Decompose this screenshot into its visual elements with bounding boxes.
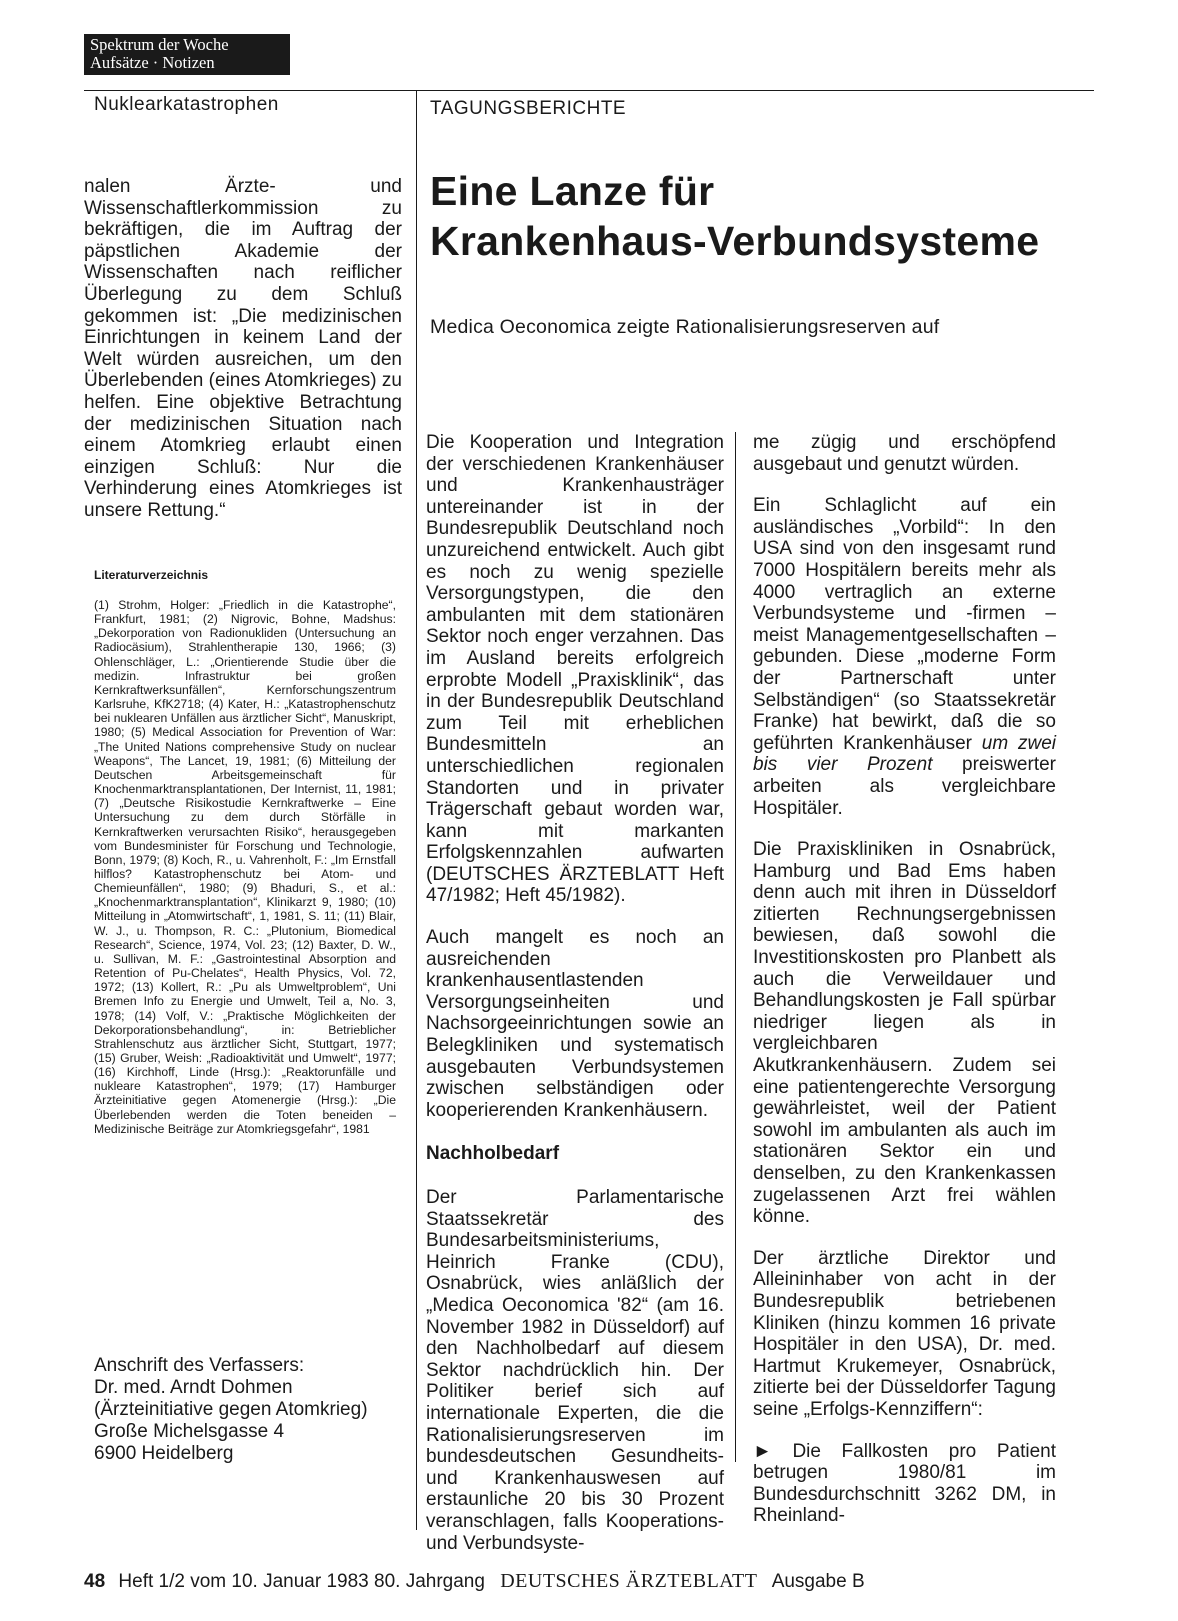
right-paragraph-1: me zügig und erschöpfend ausgebaut und genutzt würden. (753, 432, 1056, 475)
literature-list: (1) Strohm, Holger: „Friedlich in die Katastrophe“, Frankfurt, 1981; (2) Nigrovic, Bohne, Madshus: „Dekorporation von Radionukliden (Untersuchung an Radiocäsium), Strahlentherapie 130, 1966; (3) Ohlenschläger, L.: „Orientierende Studie über die medizin. Infrastruktur bei großen Kernkraftwerksunfällen“, Kernforschungszentrum Karlsruhe, KfK2718; (4) Kater, H.: „Katastrophenschutz bei nuklearen Unfällen aus ärztlicher Sicht“, Manuskript, 1980; (5) Medical Association for Prevention of War: „The United Nations comprehensive Study on nuclear Weapons“, The Lancet, 19, 1981; (6) Mitteilung der Deutschen Arbeitsgemeinschaft für Knochenmarktransplantationen, Der Internist, 11, 1981; (7) „Deutsche Risikostudie Kernkraftwerke – Eine Untersuchung zu dem durch Störfälle in Kernkraftwerken verursachten Risiko“, herausgegeben vom Bundesminister für Forschung und Technologie, Bonn, 1979; (8) Koch, R., u. Vahrenholt, F.: „Im Ernstfall hilflos? Katastrophenschutz bei Atom- und Chemieunfällen“, 1980; (9) Bhaduri, S., et al.: „Knochenmarktransplantation“, Klinikarzt 9, 1980; (10) Mitteilung in „Atomwirtschaft“, 1, 1981, S. 11; (11) Blair, W. J., u. Thompson, R. C.: „Plutonium, Biomedical Research“, Science, 1974, Vol. 23; (12) Baxter, D. W., u. Sullivan, M. F.: „Gastrointestinal Absorption and Retention of Pu-Chelates“, Health Physics, Vol. 72, 1972; (13) Kollert, R.: „Pu als Umweltproblem“, Uni Bremen Info zu Energie und Umwelt, Teil a, No. 3, 1978; (14) Volf, V.: „Praktische Möglichkeiten der Dekorporationsbehandlung“, in: Betrieblicher Strahlenschutz aus ärztlicher Sicht, Stuttgart, 1977; (15) Gruber, Weish: „Radioaktivität und Umwelt“, 1977; (16) Kirchhoff, Linde (Hrsg.): „Reaktorunfälle und nukleare Katastrophen“, 1979; (17) Hamburger Ärzteinitiative gegen Atomenergie (Hrsg.): „Die Überlebenden werden die Toten beneiden – Medizinische Beiträge zur Atomkriegsgefahr“, 1981 (94, 598, 396, 1136)
column-divider (416, 90, 417, 1530)
right-paragraph-4: Der ärztliche Direktor und Alleininhaber von acht in der Bundesrepublik betriebenen Kliniken (hinzu kommen 16 private Hospitäler in den USA), Dr. med. Hartmut Krukemeyer, Osnabrück, zitierte bei der Düsseldorfer Tagung seine „Erfolgs-Kennziffern“: (753, 1247, 1056, 1420)
address-line-2: Dr. med. Arndt Dohmen (94, 1377, 293, 1398)
header-line-1: Spektrum der Woche (90, 35, 229, 54)
middle-column-text (426, 432, 724, 1574)
title-line-2: Krankenhaus-Verbundsysteme (430, 218, 1040, 264)
article-title (430, 166, 1090, 266)
right-paragraph-3: Die Praxiskliniken in Osnabrück, Hamburg und Bad Ems haben denn auch mit ihren in Düsseldorf zitierten Rechnungsergebnissen bewiesen, daß sowohl die Investitionskosten pro Planbett als auch die Verweildauer und Behandlungskosten je Fall spürbar niedriger liegen als in vergleichbaren Akutkrankenhäusern. Zudem sei eine patientengerechte Versorgung gewährleistet, weil der Patient sowohl im ambulanten als auch im stationären Sektor ein und denselben, zu den Krankenkassen zugelassenen Arzt frei wählen könne. (753, 839, 1056, 1228)
issue-info: Heft 1/2 vom 10. Januar 1983 80. Jahrgang (118, 1571, 485, 1592)
address-line-5: 6900 Heidelberg (94, 1443, 234, 1464)
right-column-text (753, 432, 1056, 1547)
article-subtitle: Medica Oeconomica zeigte Rationalisierungsreserven auf (430, 316, 940, 338)
middle-paragraph-1: Die Kooperation und Integration der verschiedenen Krankenhäuser und Krankenhausträger untereinander ist in der Bundesrepublik Deutschland noch unzureichend entwickelt. Auch gibt es noch zu wenig spezielle Versorgungstypen, die den ambulanten mit dem stationären Sektor noch enger verzahnen. Das im Ausland bereits erfolgreich erprobte Modell „Praxisklinik“, das in der Bundesrepublik Deutschland zum Teil mit erheblichen Bundesmitteln an unterschiedlichen regionalen Standorten und in privater Trägerschaft gebaut worden war, kann mit markanten Erfolgskennzahlen aufwarten (DEUTSCHES ÄRZTEBLATT Heft 47/1982; Heft 45/1982). (426, 432, 724, 907)
bullet-arrow-icon: ► (753, 1440, 772, 1462)
address-line-3: (Ärzteinitiative gegen Atomkrieg) (94, 1399, 368, 1420)
header-rule (84, 90, 1094, 91)
inner-column-divider (735, 432, 736, 1462)
title-line-1: Eine Lanze für (430, 168, 715, 214)
address-line-4: Große Michelsgasse 4 (94, 1421, 285, 1442)
left-section-label: Nuklearkatastrophen (94, 94, 279, 115)
right-paragraph-2 (753, 495, 1056, 819)
page-number: 48 (84, 1571, 106, 1592)
right-section-label: TAGUNGSBERICHTE (430, 98, 627, 119)
right-paragraph-2a: Ein Schlaglicht auf ein ausländisches „Vorbild“: In den USA sind von den insgesamt rund 7000 Hospitälern bereits mehr als 4000 vertraglich an externe Verbundsysteme und -firmen – meist Managementgesellschaften – gebunden. Diese „moderne Form der Partnerschaft unter Selbständigen“ (so Staatssekretär Franke) hat bewirkt, daß die so geführten Krankenhäuser (753, 495, 1056, 754)
address-line-1: Anschrift des Verfassers: (94, 1355, 305, 1376)
left-column-text (84, 176, 402, 542)
author-address (94, 1355, 368, 1465)
bullet-text: Die Fallkosten pro Patient betrugen 1980/81 im Bundesdurchschnitt 3262 DM, in Rheinland- (753, 1440, 1056, 1527)
section-header-box (84, 34, 290, 75)
right-paragraph-2b: preiswerter arbeiten als vergleichbare Hospitäler. (753, 754, 1056, 819)
subheading-nachholbedarf: Nachholbedarf (426, 1143, 560, 1165)
edition-label: Ausgabe B (771, 1571, 865, 1592)
page-footer (84, 1570, 865, 1593)
literature-heading: Literaturverzeichnis (94, 568, 209, 582)
header-line-2: Aufsätze · Notizen (90, 53, 215, 72)
middle-paragraph-2: Auch mangelt es noch an ausreichenden krankenhausentlastenden Versorgungseinheiten und Nachsorgeeinrichtungen sowie an Belegkliniken und systematisch ausgebauten Verbundsystemen zwischen selbständigen oder kooperierenden Krankenhäusern. (426, 927, 724, 1121)
publication-name: DEUTSCHES ÄRZTEBLATT (500, 1570, 758, 1592)
left-paragraph: nalen Ärzte- und Wissenschaftlerkommission zu bekräftigen, die im Auftrag der päpstlichen Akademie der Wissenschaften nach reiflicher Überlegung zu dem Schluß gekommen ist: „Die medizinischen Einrichtungen in keinem Land der Welt würden ausreichen, um den Überlebenden (eines Atomkrieges) zu helfen. Eine objektive Betrachtung der medizinischen Situation nach einem Atomkrieg erlaubt einen einzigen Schluß: Nur die Verhinderung eines Atomkrieges ist unsere Rettung.“ (84, 176, 402, 521)
right-paragraph-5 (753, 1441, 1056, 1527)
middle-paragraph-3: Der Parlamentarische Staatssekretär des Bundesarbeitsministeriums, Heinrich Franke (CDU), Osnabrück, wies anläßlich der „Medica Oeconomica '82“ (am 16. November 1982 in Düsseldorf) auf den Nachholbedarf auf diesem Sektor nachdrücklich hin. Der Politiker berief sich auf internationale Experten, die die Rationalisierungsreserven im bundesdeutschen Gesundheits- und Krankenhauswesen auf erstaunliche 20 bis 30 Prozent veranschlagen, falls Kooperations- und Verbundsyste- (426, 1187, 724, 1554)
emphasis-percent: um zwei bis vier Prozent (753, 732, 1056, 776)
